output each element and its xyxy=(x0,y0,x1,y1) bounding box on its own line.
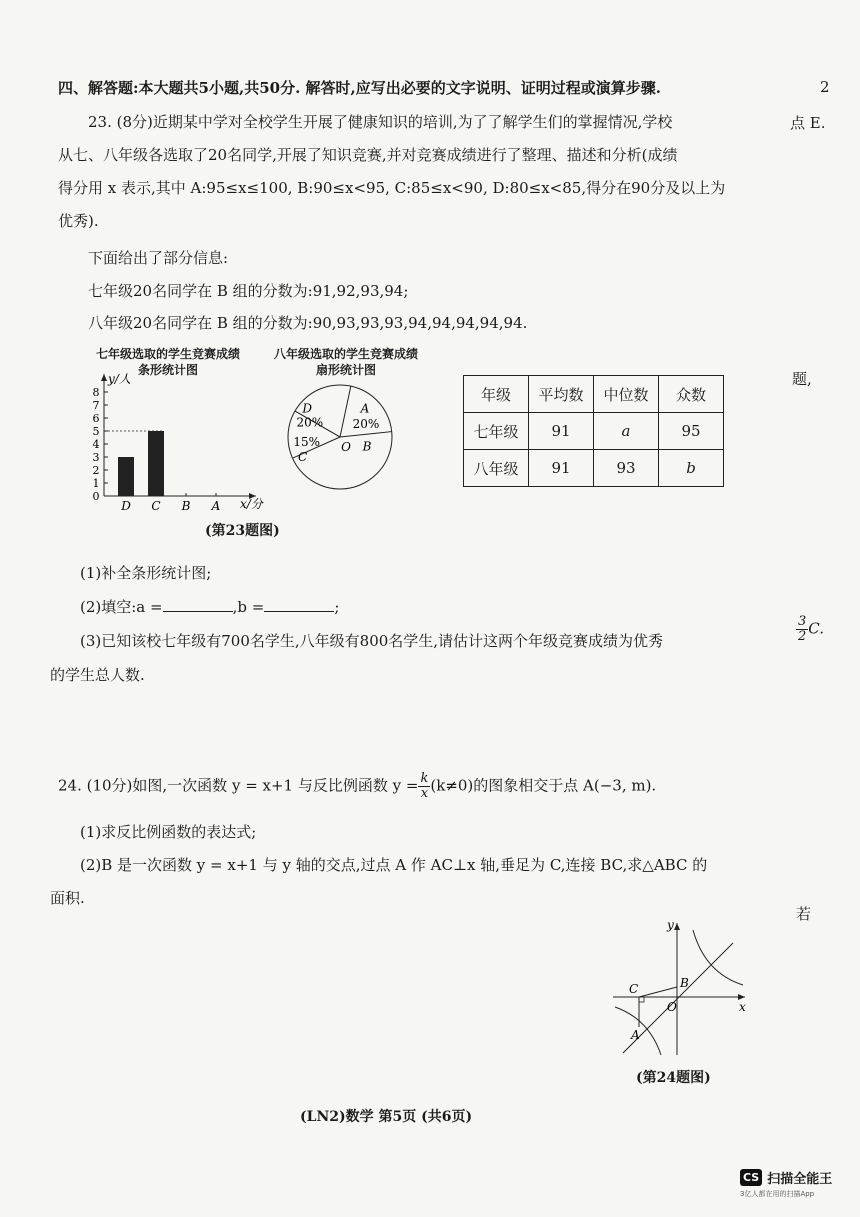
table-cell: 91 xyxy=(529,450,594,487)
fig-label-b: B xyxy=(680,976,689,990)
bar-chart xyxy=(80,370,270,520)
answer-blank-a[interactable] xyxy=(163,597,233,612)
fig-label-x: x xyxy=(739,1000,746,1014)
y-tick-label: 7 xyxy=(92,399,100,412)
edge-fragment-4: $\frac{3}{2}$ C. xyxy=(798,614,824,644)
x-tick-label: A xyxy=(211,499,221,513)
q23-figure-caption: (第23题图) xyxy=(205,523,280,539)
y-tick-label: 6 xyxy=(92,412,100,425)
bar-chart-title: 七年级选取的学生竞赛成绩 条形统计图 xyxy=(95,347,240,377)
stat-table xyxy=(463,375,724,487)
edge-fragment-3: 题, xyxy=(792,370,812,388)
y-tick-label: 1 xyxy=(92,477,100,490)
y-tick-label: 2 xyxy=(92,464,100,477)
pie-slice-label: D xyxy=(302,401,313,416)
table-row xyxy=(464,450,724,487)
table-cell: 七年级 xyxy=(464,413,529,450)
pie-slice-label: C xyxy=(297,449,308,464)
table-cell: 八年级 xyxy=(464,450,529,487)
y-axis-arrow xyxy=(101,374,107,381)
pie-slice-label: A xyxy=(360,401,370,416)
q23-sub2: (2)填空:a = ,b = ; xyxy=(80,598,340,616)
table-cell: 91 xyxy=(529,413,594,450)
fraction-k-over-x: $\frac{k}{x}$ xyxy=(420,771,429,801)
table-header-cell: 平均数 xyxy=(529,376,594,413)
y-tick-label: 5 xyxy=(92,425,100,438)
page-footer: (LN2)数学 第5页 (共6页) xyxy=(300,1109,473,1125)
y-tick-label: 8 xyxy=(92,386,100,399)
table-header-cell: 年级 xyxy=(464,376,529,413)
table-header-cell: 众数 xyxy=(659,376,724,413)
pie-slice-percent: 20% xyxy=(352,417,380,431)
q23-sub1: (1)补全条形统计图; xyxy=(80,564,212,582)
table-header-row xyxy=(464,376,724,413)
q23-sub3-line1: (3)已知该校七年级有700名学生,八年级有800名学生,请估计这两个年级竞赛成绩为优秀 xyxy=(80,632,664,650)
q23-info-intro: 下面给出了部分信息: xyxy=(88,249,229,267)
scanner-tagline: 3亿人都在用的扫描App xyxy=(740,1190,815,1198)
pie-chart-title: 八年级选取的学生竞赛成绩 扇形统计图 xyxy=(273,347,418,377)
q23-line2: 从七、八年级各选取了20名同学,开展了知识竞赛,并对竞赛成绩进行了整理、描述和分析(成绩 xyxy=(58,146,678,164)
bar xyxy=(118,457,134,496)
fig-label-o: O xyxy=(667,1000,677,1014)
pie-slice-label: B xyxy=(362,439,372,454)
pie-slice-edge xyxy=(340,432,392,437)
q23-line3: 得分用 x 表示,其中 A:95≤x≤100, B:90≤x<95, C:85≤x<90, D:80≤x<85,得分在90分及以上为 xyxy=(58,179,726,197)
table-cell: 95 xyxy=(659,413,724,450)
table-header-cell: 中位数 xyxy=(594,376,659,413)
scanner-watermark xyxy=(740,1167,832,1199)
y-tick-label: 3 xyxy=(92,451,100,464)
x-tick-label: B xyxy=(181,499,191,513)
q24-figure-caption: (第24题图) xyxy=(636,1070,711,1086)
answer-blank-b[interactable] xyxy=(264,597,334,612)
edge-fragment-2: 点 E. xyxy=(790,114,826,132)
x-tick-label: C xyxy=(151,499,161,513)
section-header: 四、解答题:本大题共5小题,共50分. 解答时,应写出必要的文字说明、证明过程或演算步骤. xyxy=(58,79,661,97)
table-cell: a xyxy=(594,413,659,450)
q23-line1: 23. (8分)近期某中学对全校学生开展了健康知识的培训,为了了解学生们的掌握情况,学校 xyxy=(88,113,673,131)
edge-fragment-5: 若 xyxy=(796,905,812,923)
pie-center-label: O xyxy=(341,440,351,454)
edge-fragment-1: 2 xyxy=(820,78,830,96)
bar xyxy=(148,431,164,496)
fig-label-c: C xyxy=(629,982,639,996)
x-tick-label: D xyxy=(121,499,131,513)
fig-label-a: A xyxy=(631,1028,640,1042)
pie-slice-percent: 15% xyxy=(293,435,321,450)
q23-sub3-line2: 的学生总人数. xyxy=(50,666,145,684)
fig-label-y: y xyxy=(667,918,674,932)
q24-sub2-line1: (2)B 是一次函数 y = x+1 与 y 轴的交点,过点 A 作 AC⊥x 轴,垂足为 C,连接 BC,求△ABC 的 xyxy=(80,856,708,874)
table-cell: b xyxy=(659,450,724,487)
y-tick-label: 0 xyxy=(92,490,100,503)
q23-line4: 优秀). xyxy=(58,212,99,230)
pie-slice-percent: 20% xyxy=(296,415,324,430)
q24-figure xyxy=(605,915,755,1060)
table-row xyxy=(464,413,724,450)
y-axis-label: y/人 xyxy=(108,372,131,386)
q23-grade7-b: 七年级20名同学在 B 组的分数为:91,92,93,94; xyxy=(88,282,409,300)
cs-logo-icon: CS xyxy=(740,1169,762,1186)
pie-chart xyxy=(285,382,395,492)
x-axis-label: x/分 xyxy=(240,497,263,511)
pie-slice-edge xyxy=(340,386,351,437)
scanner-name: 扫描全能王 xyxy=(767,1172,833,1187)
q24-sub1: (1)求反比例函数的表达式; xyxy=(80,823,257,841)
q24-line1: 24. (10分)如图,一次函数 y = x+1 与反比例函数 y = $\frac{k}{x}$ (k≠0)的图象相交于点 A(−3, m). xyxy=(58,771,657,801)
q23-grade8-b: 八年级20名同学在 B 组的分数为:90,93,93,93,94,94,94,94,94. xyxy=(88,314,528,332)
q24-sub2-line2: 面积. xyxy=(50,889,85,907)
y-tick-label: 4 xyxy=(92,438,100,451)
table-cell: 93 xyxy=(594,450,659,487)
